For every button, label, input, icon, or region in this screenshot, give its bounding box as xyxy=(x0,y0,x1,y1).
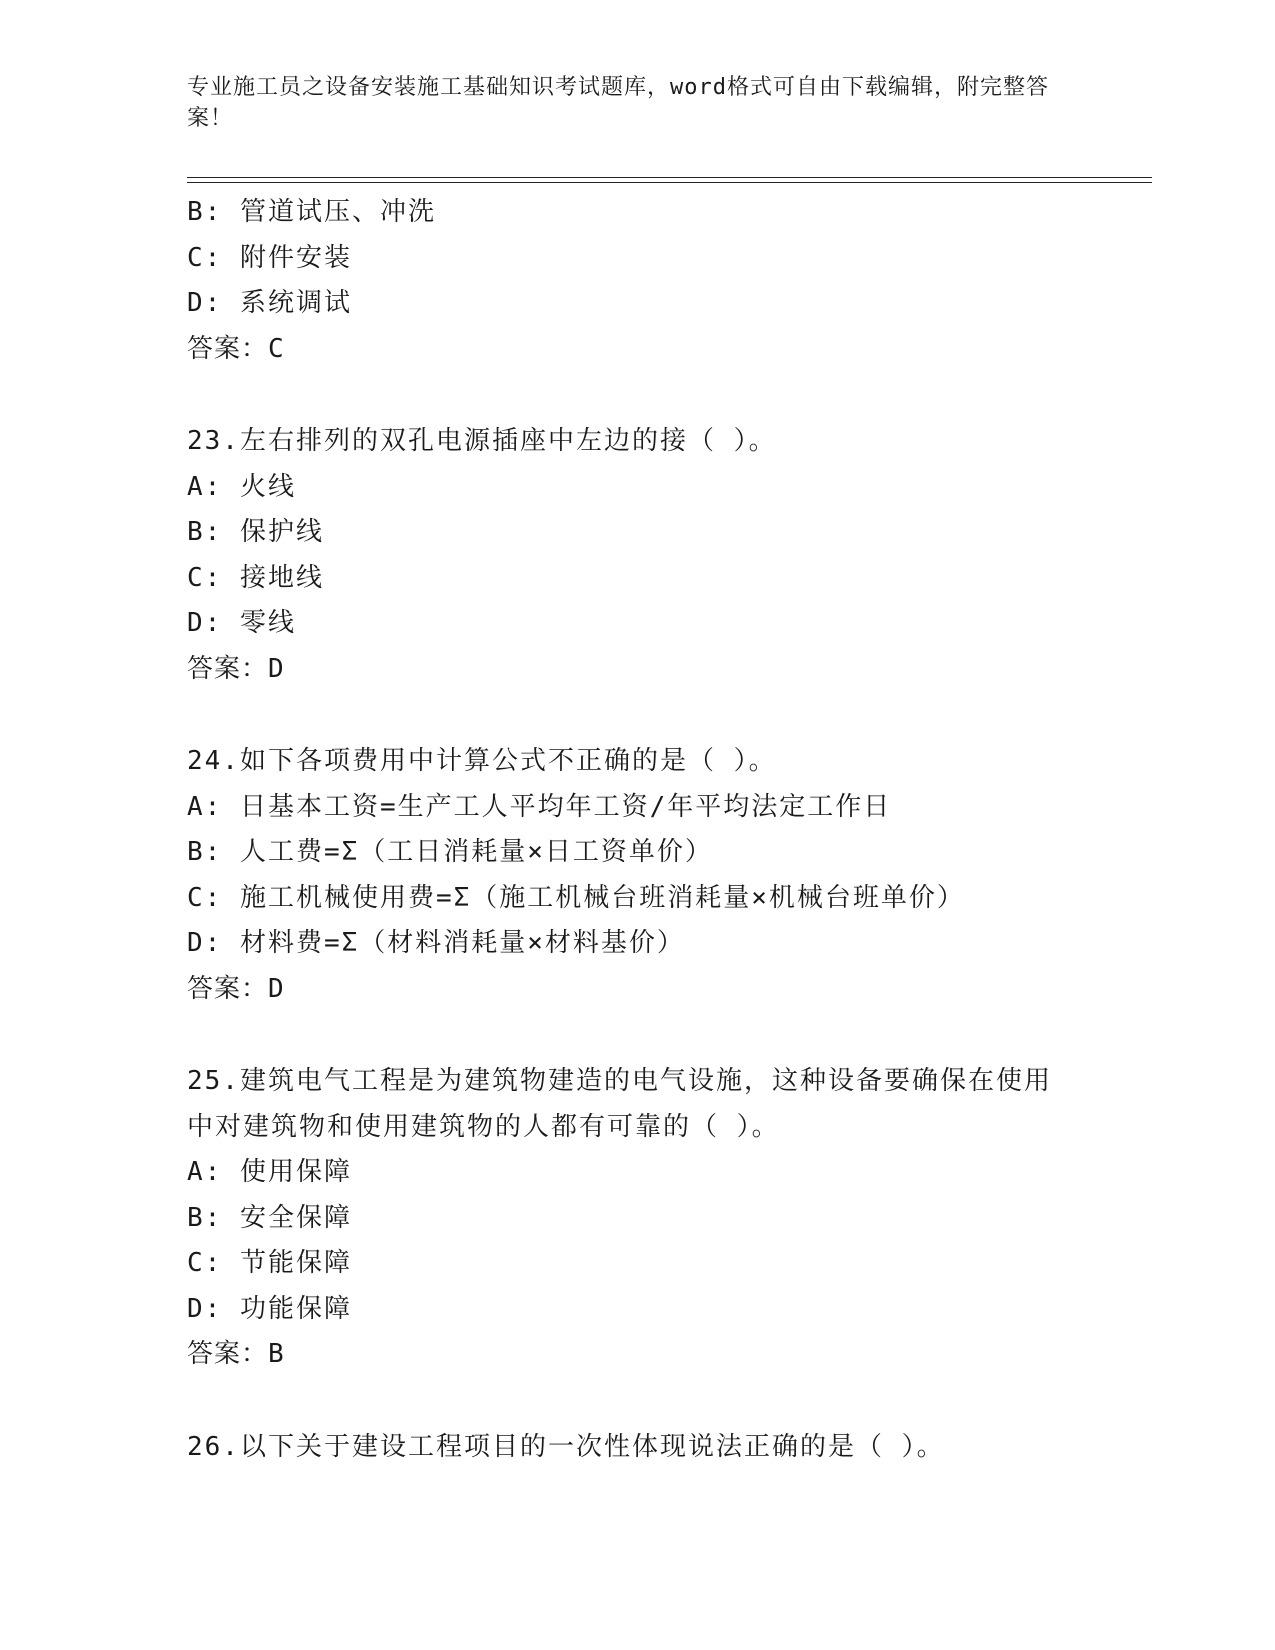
option-d: D: 系统调试 xyxy=(187,288,352,318)
spacer xyxy=(187,1012,1087,1059)
answer: 答案：D xyxy=(187,973,285,1004)
question-text: 26.以下关于建设工程项目的一次性体现说法正确的是（ ）。 xyxy=(187,1431,945,1462)
option-b: B: 人工费=Σ（工日消耗量×日工资单价） xyxy=(187,837,713,867)
answer: 答案：B xyxy=(187,1339,285,1369)
option-c: C: 节能保障 xyxy=(187,1248,352,1278)
spacer xyxy=(187,372,1087,419)
header-rule-bottom xyxy=(187,182,1152,183)
question-block-23 xyxy=(187,419,1087,692)
question-text: 23.左右排列的双孔电源插座中左边的接（ ）。 xyxy=(187,426,777,456)
question-text: 25.建筑电气工程是为建筑物建造的电气设施，这种设备要确保在使用中对建筑物和使用建筑物的人都有可靠的（ ）。 xyxy=(187,1066,1052,1142)
option-d: D: 零线 xyxy=(187,608,296,638)
option-c: C: 接地线 xyxy=(187,562,324,593)
document-header: 专业施工员之设备安装施工基础知识考试题库，word格式可自由下载编辑，附完整答案！ xyxy=(187,75,1049,131)
question-list xyxy=(187,190,1087,1470)
option-b: B: 安全保障 xyxy=(187,1202,352,1233)
option-a: A: 使用保障 xyxy=(187,1157,352,1187)
question-block-24 xyxy=(187,739,1087,1012)
question-block-22 xyxy=(187,190,1087,372)
header-rule-top xyxy=(187,177,1152,178)
question-block-25 xyxy=(187,1059,1087,1378)
option-d: D: 功能保障 xyxy=(187,1293,352,1324)
spacer xyxy=(187,1378,1087,1425)
option-c: C: 附件安装 xyxy=(187,242,352,273)
option-b: B: 管道试压、冲洗 xyxy=(187,197,436,227)
answer: 答案：D xyxy=(187,653,285,684)
question-text: 24.如下各项费用中计算公式不正确的是（ ）。 xyxy=(187,746,777,776)
option-b: B: 保护线 xyxy=(187,517,324,547)
question-block-26 xyxy=(187,1425,1087,1471)
spacer xyxy=(187,692,1087,739)
answer: 答案：C xyxy=(187,333,285,364)
option-c: C: 施工机械使用费=Σ（施工机械台班消耗量×机械台班单价） xyxy=(187,882,965,913)
option-a: A: 日基本工资=生产工人平均年工资/年平均法定工作日 xyxy=(187,791,892,822)
option-a: A: 火线 xyxy=(187,471,296,502)
option-d: D: 材料费=Σ（材料消耗量×材料基价） xyxy=(187,928,685,958)
